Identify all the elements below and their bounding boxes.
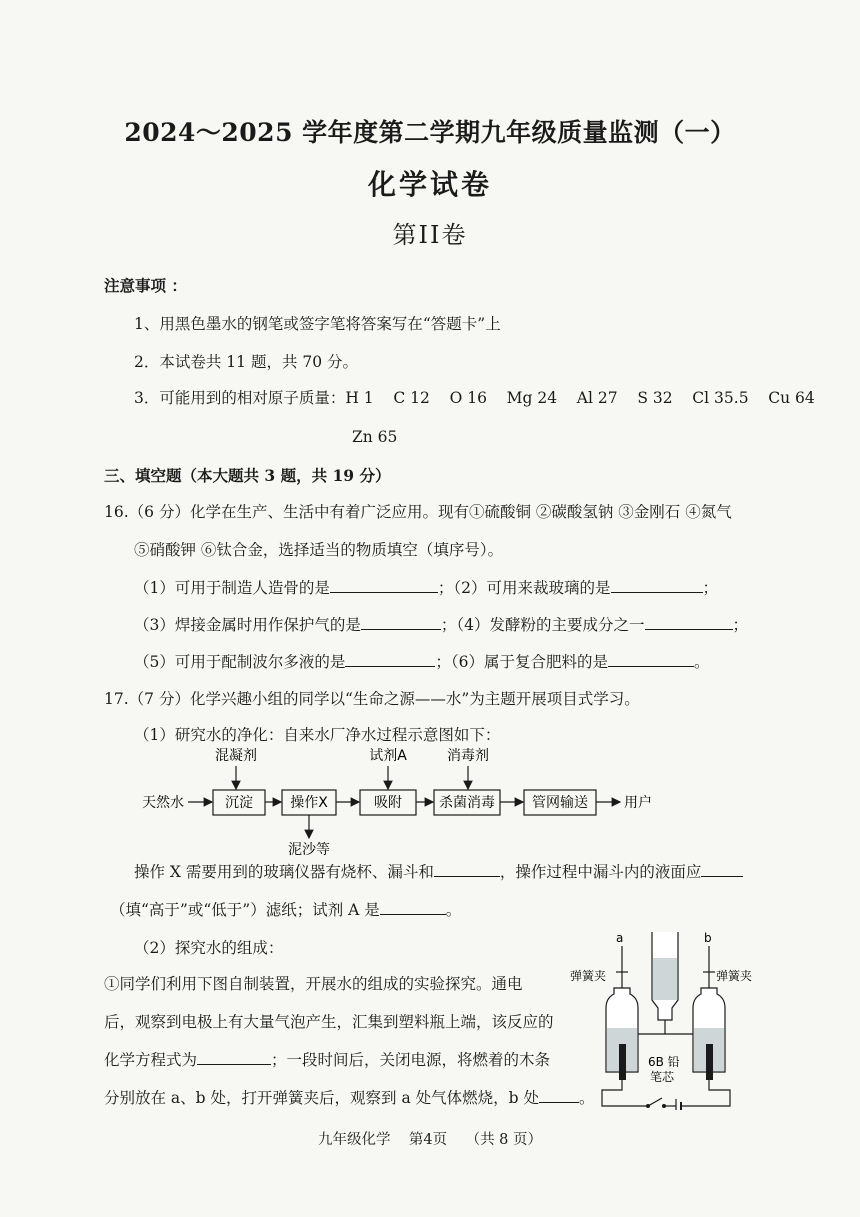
answer-blank[interactable] (701, 862, 743, 877)
q16-part3-row (134, 613, 748, 635)
punctuation: 。 (445, 901, 462, 919)
q17-op-line2 (110, 898, 461, 920)
q17-op-text: ，操作过程中漏斗内的液面应 (499, 863, 702, 881)
flow-box-label: 管网输送 (532, 795, 588, 811)
answer-blank[interactable] (608, 652, 694, 667)
electrolysis-apparatus-diagram (566, 928, 766, 1110)
tube-label-a: a (616, 931, 624, 945)
pencil-core-label-2: 笔芯 (650, 1070, 675, 1084)
water-reservoir-center (653, 958, 677, 1000)
flow-box-label: 操作X (290, 795, 328, 811)
pencil-electrode-right (706, 1044, 713, 1080)
q17-exp-line2: 后，观察到电极上有大量气泡产生，汇集到塑料瓶上端，该反应的 (104, 1013, 554, 1031)
flow-output-label: 泥沙等 (288, 842, 330, 858)
note-item-2: 2．本试卷共 11 题，共 70 分。 (134, 353, 359, 371)
q17-exp-text: 化学方程式为 (104, 1051, 198, 1069)
page-footer: 九年级化学 第4页 （共 8 页） (317, 1132, 543, 1148)
subject-title: 化学试卷 (367, 168, 492, 201)
flow-source-label: 天然水 (142, 795, 184, 811)
q17-exp-text: ；一段时间后，关闭电源，将燃着的木条 (271, 1051, 551, 1069)
flow-box-label: 沉淀 (225, 795, 253, 811)
section-heading: 三、填空题（本大题共 3 题，共 19 分） (104, 466, 391, 485)
q17-op-text: （填“高于”或“低于”）滤纸；试剂 A 是 (110, 901, 380, 919)
flow-input-label: 消毒剂 (447, 748, 489, 764)
q16-part4-label: ；（4）发酵粉的主要成分之一 (440, 616, 645, 634)
circuit-wire (602, 1080, 648, 1106)
punctuation: 。 (578, 1089, 595, 1107)
flow-input-label: 试剂A (369, 748, 407, 764)
pencil-core-label-1: 6B 铅 (648, 1055, 680, 1069)
q16-part3-text: （3）焊接金属时用作保护气的是 (134, 616, 361, 634)
note-item-3: 3．可能用到的相对原子质量：H 1 C 12 O 16 Mg 24 Al 27 S 32 Cl 35.5 Cu 64 (134, 389, 815, 407)
notes-heading: 注意事项 ： (104, 276, 187, 295)
answer-blank[interactable] (361, 615, 441, 630)
q16-part1-text: （1）可用于制造人造骨的是 (134, 579, 330, 597)
q17-stem: 17.（7 分）化学兴趣小组的同学以“生命之源——水”为主题开展项目式学习。 (104, 690, 640, 708)
q17-exp-line4 (104, 1086, 594, 1108)
q16-part2-text: ；（2）可用来裁玻璃的是 (437, 579, 611, 597)
exam-title: 2024～2025 学年度第二学期九年级质量监测（一） (124, 118, 736, 147)
q17-op-text: 操作 X 需要用到的玻璃仪器有烧杯、漏斗和 (134, 863, 434, 881)
q17-op-line1 (134, 860, 743, 882)
answer-blank[interactable] (434, 862, 500, 877)
answer-blank[interactable] (345, 652, 435, 667)
q17-exp-line3 (104, 1048, 550, 1070)
q16-stem-line1: 16.（6 分）化学在生产、生活中有着广泛应用。现有①硫酸铜 ②碳酸氢钠 ③金刚石 ④氮气 (104, 503, 732, 521)
tube-label-b: b (704, 931, 712, 945)
q17-exp-text: 分别放在 a、b 处，打开弹簧夹后，观察到 a 处气体燃烧，b 处 (104, 1089, 539, 1107)
volume-title: 第II卷 (392, 221, 468, 249)
circuit-wire (681, 1080, 730, 1106)
switch-icon (648, 1098, 662, 1106)
q16-part1-row (134, 576, 718, 598)
pencil-electrode-left (619, 1044, 626, 1080)
answer-blank[interactable] (380, 900, 446, 915)
clip-label-left: 弹簧夹 (570, 969, 607, 983)
q16-part5-text: （5）可用于配制波尔多液的是 (134, 653, 346, 671)
answer-blank[interactable] (197, 1050, 271, 1065)
note-item-3-continued: Zn 65 (352, 428, 398, 446)
answer-blank[interactable] (645, 615, 733, 630)
q17-part1: （1）研究水的净化：自来水厂净水过程示意图如下： (134, 726, 501, 744)
flow-sink-label: 用户 (624, 795, 652, 811)
answer-blank[interactable] (330, 578, 438, 593)
q16-part6-text: ；（6）属于复合肥料的是 (435, 653, 608, 671)
flow-box-label: 吸附 (374, 795, 402, 811)
punctuation: 。 (694, 653, 710, 671)
answer-blank[interactable] (611, 578, 703, 593)
flow-box-label: 杀菌消毒 (439, 795, 495, 811)
q16-part5-row (134, 650, 710, 672)
q17-exp-line1: ①同学们利用下图自制装置，开展水的组成的实验探究。通电 (104, 975, 523, 993)
water-treatment-flow-diagram (130, 740, 690, 862)
punctuation: ； (732, 616, 749, 634)
clip-label-right: 弹簧夹 (716, 969, 753, 983)
note-item-1: 1、用黑色墨水的钢笔或签字笔将答案写在“答题卡”上 (134, 315, 501, 333)
q17-part2: （2）探究水的组成： (134, 939, 284, 957)
punctuation: ； (702, 579, 719, 597)
q16-stem-line2: ⑤硝酸钾 ⑥钛合金，选择适当的物质填空（填序号）。 (134, 541, 504, 559)
flow-input-label: 混凝剂 (215, 748, 257, 764)
